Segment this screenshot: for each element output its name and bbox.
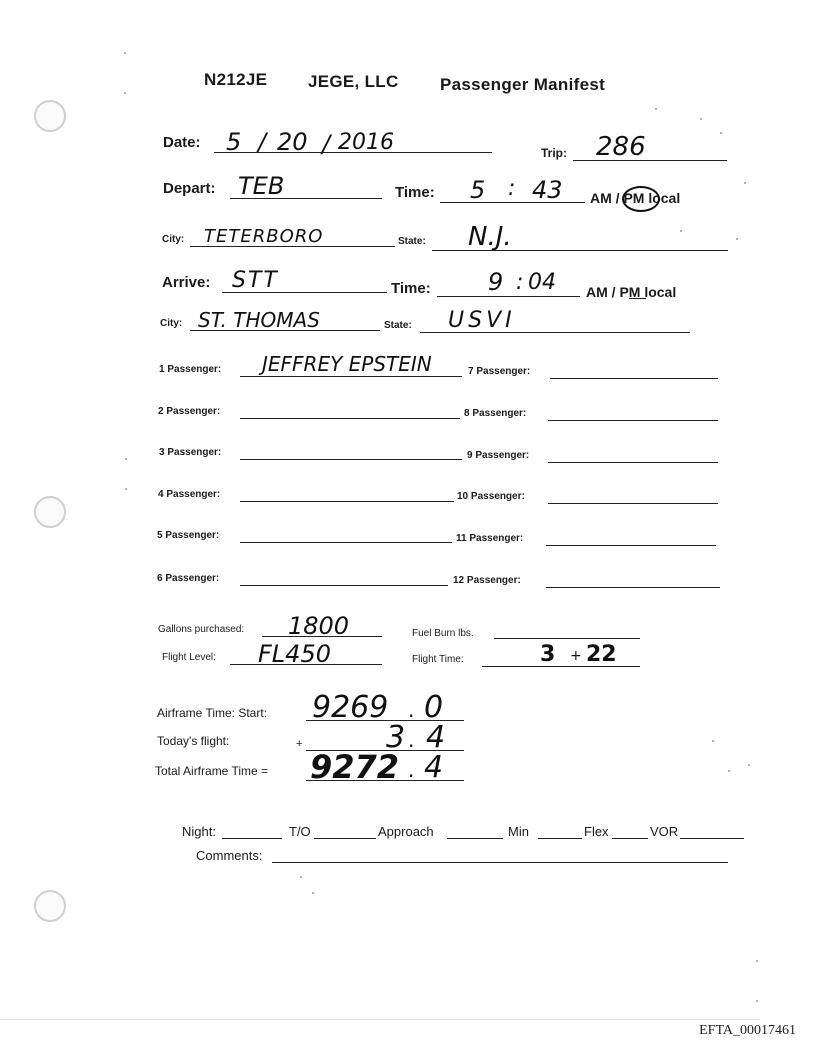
- passenger-label-9: 9 Passenger:: [467, 450, 530, 461]
- passenger-line-12: [546, 587, 720, 588]
- depart-label: Depart:: [163, 180, 216, 197]
- passenger-label-11: 11 Passenger:: [456, 533, 524, 544]
- bates-number: EFTA_00017461: [699, 1023, 796, 1038]
- date-separator-2: /: [322, 130, 331, 158]
- depart-airport: TEB: [238, 172, 285, 200]
- arrive-state: USVI: [448, 308, 516, 333]
- depart-am-pm-local: AM / PM local: [590, 190, 681, 206]
- flight-time-hours: 3: [540, 642, 556, 667]
- depart-city-label: City:: [162, 234, 185, 245]
- binder-hole-top: [34, 100, 66, 132]
- passenger-label-3: 3 Passenger:: [159, 447, 222, 458]
- date-day: 20: [277, 128, 308, 156]
- tail-number: N212JE: [204, 70, 268, 89]
- depart-city: TETERBORO: [204, 226, 324, 247]
- passenger-label-6: 6 Passenger:: [157, 573, 220, 584]
- total-airframe-whole: 9272: [310, 748, 400, 786]
- airframe-start-decimal: .: [408, 698, 415, 722]
- night-line: [222, 838, 282, 839]
- binder-hole-middle: [34, 496, 66, 528]
- passenger-label-12: 12 Passenger:: [453, 575, 521, 586]
- todays-flight-tenth: 4: [426, 720, 446, 755]
- date-month: 5: [226, 128, 242, 156]
- page-bottom-edge: [0, 1019, 760, 1020]
- trip-label: Trip:: [541, 146, 567, 160]
- passenger-label-10: 10 Passenger:: [457, 491, 525, 502]
- passenger-line-7: [550, 378, 718, 379]
- night-label: Night:: [182, 824, 216, 839]
- arrive-am-pm-local: AM / PM local: [586, 284, 677, 300]
- todays-flight-whole: 3: [386, 720, 406, 755]
- todays-flight-decimal: .: [408, 728, 415, 752]
- company-name: JEGE, LLC: [308, 72, 399, 91]
- passenger-line-2: [240, 418, 460, 419]
- arrive-city-label: City:: [160, 318, 183, 329]
- fuel-burn-label: Fuel Burn lbs.: [412, 628, 474, 639]
- arrive-time-colon: :: [516, 270, 524, 295]
- passenger-line-1: [240, 376, 462, 377]
- total-airframe-label: Total Airframe Time =: [155, 764, 269, 778]
- gallons-purchased: 1800: [288, 612, 350, 640]
- arrive-state-label: State:: [384, 320, 412, 331]
- total-airframe-tenth: 4: [424, 750, 444, 785]
- passenger-label-5: 5 Passenger:: [157, 530, 220, 541]
- flex-line: [612, 838, 648, 839]
- todays-flight-plus: +: [296, 738, 303, 750]
- depart-minutes: 43: [532, 176, 563, 204]
- depart-state: N.J.: [468, 222, 512, 252]
- vor-line: [680, 838, 744, 839]
- gallons-label: Gallons purchased:: [158, 624, 245, 635]
- pm-underline-mark: [629, 298, 646, 299]
- total-airframe-decimal: .: [408, 758, 415, 782]
- depart-time-line: [440, 202, 585, 203]
- arrive-label: Arrive:: [162, 274, 211, 291]
- passenger-line-8: [548, 420, 718, 421]
- to-label: T/O: [289, 824, 311, 839]
- depart-time-colon: :: [508, 176, 516, 201]
- flight-time-minutes: 22: [586, 642, 617, 667]
- depart-hour: 5: [470, 176, 486, 204]
- flight-time-label: Flight Time:: [412, 654, 464, 665]
- passenger-label-2: 2 Passenger:: [158, 406, 221, 417]
- min-line: [538, 838, 582, 839]
- min-label: Min: [508, 824, 529, 839]
- airframe-start-tenth: 0: [424, 690, 444, 725]
- passenger-label-8: 8 Passenger:: [464, 408, 527, 419]
- approach-line: [447, 838, 503, 839]
- arrive-hour: 9: [488, 268, 504, 296]
- arrive-time-label: Time:: [391, 280, 431, 297]
- arrive-airport: STT: [232, 268, 279, 293]
- passenger-line-3: [240, 459, 462, 460]
- passenger-line-4: [240, 501, 454, 502]
- arrive-city: ST. THOMAS: [198, 308, 320, 332]
- vor-label: VOR: [650, 824, 679, 839]
- passenger-label-4: 4 Passenger:: [158, 489, 221, 500]
- fuel-burn-line: [494, 638, 640, 639]
- depart-state-label: State:: [398, 236, 426, 247]
- flight-level-label: Flight Level:: [162, 652, 216, 663]
- form-title: Passenger Manifest: [440, 75, 606, 94]
- passenger-name-1: JEFFREY EPSTEIN: [262, 352, 432, 376]
- airframe-start-label: Airframe Time: Start:: [157, 706, 268, 720]
- depart-time-label: Time:: [395, 184, 435, 201]
- comments-label: Comments:: [196, 848, 263, 863]
- approach-label: Approach: [378, 824, 434, 839]
- pm-circled-mark: [622, 186, 660, 212]
- passenger-line-11: [546, 545, 716, 546]
- passenger-line-10: [548, 503, 718, 504]
- comments-line: [272, 862, 728, 863]
- to-line: [314, 838, 376, 839]
- passenger-line-9: [548, 462, 718, 463]
- flight-level: FL450: [258, 640, 331, 668]
- date-year: 2016: [338, 130, 394, 155]
- passenger-line-6: [240, 585, 448, 586]
- passenger-line-5: [240, 542, 452, 543]
- passenger-label-1: 1 Passenger:: [159, 364, 222, 375]
- date-label: Date:: [163, 134, 201, 151]
- arrive-time-line: [437, 296, 580, 297]
- trip-number: 286: [596, 132, 646, 162]
- todays-flight-label: Today's flight:: [157, 734, 230, 748]
- arrive-minutes: 04: [528, 270, 556, 295]
- flight-time-plus: +: [570, 648, 582, 664]
- airframe-start-whole: 9269: [312, 690, 389, 725]
- passenger-label-7: 7 Passenger:: [468, 366, 531, 377]
- binder-hole-bottom: [34, 890, 66, 922]
- date-separator-1: /: [258, 128, 267, 156]
- flex-label: Flex: [584, 824, 609, 839]
